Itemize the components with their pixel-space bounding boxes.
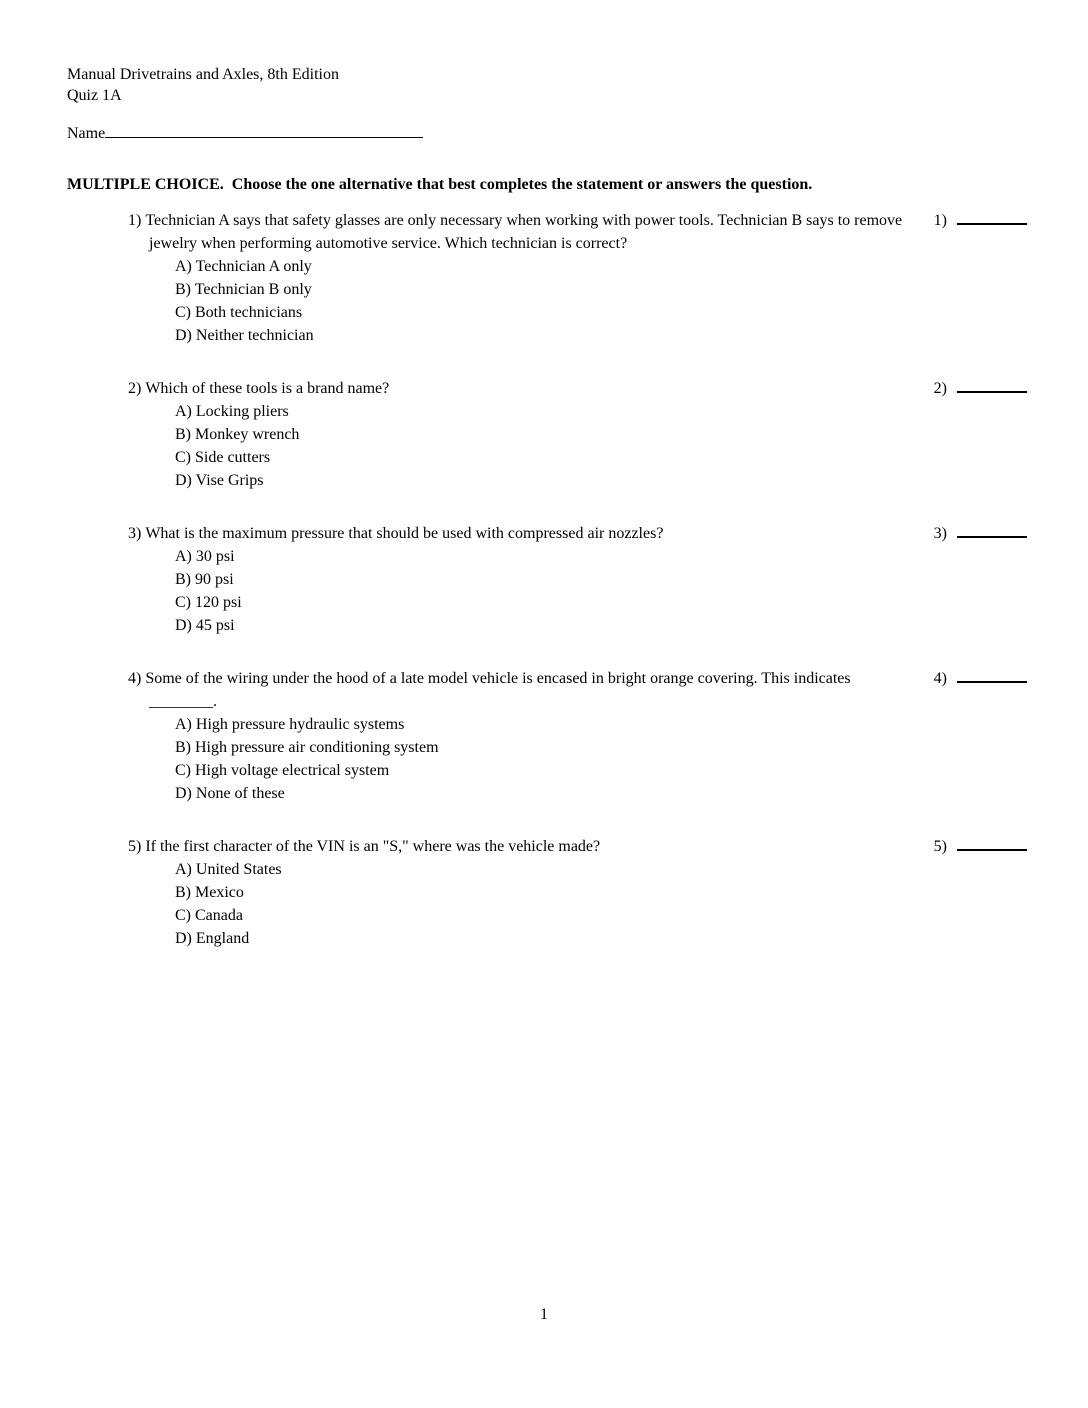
option-c: C) High voltage electrical system <box>175 762 390 779</box>
answer-number: 5) <box>933 838 947 855</box>
question-stem <box>128 377 906 400</box>
option-a: A) 30 psi <box>175 548 235 565</box>
option-d: D) Vise Grips <box>175 472 264 489</box>
question-stem <box>128 835 906 858</box>
option-d: D) 45 psi <box>175 617 235 634</box>
answer-slot <box>934 522 1027 545</box>
question-body <box>128 522 906 637</box>
option-b: B) Mexico <box>175 884 244 901</box>
question-2 <box>67 377 1027 492</box>
option-a: A) Locking pliers <box>175 403 289 420</box>
answer-slot <box>934 667 1027 690</box>
option-c: C) Canada <box>175 907 243 924</box>
question-text: What is the maximum pressure that should be used with compressed air nozzles? <box>145 525 664 542</box>
name-blank-line <box>105 122 423 138</box>
page-content <box>67 64 1027 980</box>
name-row <box>67 122 1027 144</box>
question-number: 3) <box>128 525 142 542</box>
option-d: D) Neither technician <box>175 327 314 344</box>
question-number: 4) <box>128 670 142 687</box>
options-list <box>128 255 906 347</box>
option-c: C) 120 psi <box>175 594 242 611</box>
question-body <box>128 667 906 805</box>
question-stem <box>128 667 906 713</box>
question-1 <box>67 209 1027 347</box>
option-a: A) Technician A only <box>175 258 312 275</box>
question-stem <box>128 209 906 255</box>
option-c: C) Both technicians <box>175 304 303 321</box>
options-list <box>128 400 906 492</box>
answer-number: 4) <box>933 670 947 687</box>
answer-blank-line <box>957 378 1027 393</box>
options-list <box>128 713 906 805</box>
option-b: B) 90 psi <box>175 571 234 588</box>
answer-slot <box>934 377 1027 400</box>
document-title: Manual Drivetrains and Axles, 8th Edition <box>67 66 339 83</box>
answer-slot <box>934 209 1027 232</box>
question-4 <box>67 667 1027 805</box>
section-heading: MULTIPLE CHOICE. Choose the one alternative that best completes the statement or answers the question. <box>67 176 813 193</box>
option-b: B) High pressure air conditioning system <box>175 739 439 756</box>
question-text: Which of these tools is a brand name? <box>145 380 390 397</box>
options-list <box>128 545 906 637</box>
option-a: A) United States <box>175 861 282 878</box>
option-a: A) High pressure hydraulic systems <box>175 716 405 733</box>
name-label: Name <box>67 125 106 142</box>
question-text: Some of the wiring under the hood of a late model vehicle is encased in bright orange covering. This indicates ________. <box>145 670 851 710</box>
answer-blank-line <box>957 668 1027 683</box>
question-number: 2) <box>128 380 142 397</box>
answer-number: 2) <box>933 380 947 397</box>
question-text: Technician A says that safety glasses are only necessary when working with power tools. Technician B says to remove jewelry when performing automotive service. Which technician is correct? <box>145 212 903 252</box>
question-body <box>128 835 906 950</box>
quiz-label: Quiz 1A <box>67 87 122 104</box>
question-number: 1) <box>128 212 142 229</box>
question-3 <box>67 522 1027 637</box>
questions-list <box>67 209 1027 950</box>
option-b: B) Technician B only <box>175 281 312 298</box>
question-stem <box>128 522 906 545</box>
option-d: D) None of these <box>175 785 285 802</box>
question-number: 5) <box>128 838 142 855</box>
answer-slot <box>934 835 1027 858</box>
question-5 <box>67 835 1027 950</box>
option-b: B) Monkey wrench <box>175 426 300 443</box>
options-list <box>128 858 906 950</box>
answer-number: 1) <box>933 212 947 229</box>
question-text: If the first character of the VIN is an "S," where was the vehicle made? <box>145 838 601 855</box>
question-body <box>128 209 906 347</box>
answer-blank-line <box>957 210 1027 225</box>
answer-number: 3) <box>933 525 947 542</box>
question-body <box>128 377 906 492</box>
answer-blank-line <box>957 836 1027 851</box>
answer-blank-line <box>957 523 1027 538</box>
option-d: D) England <box>175 930 250 947</box>
option-c: C) Side cutters <box>175 449 271 466</box>
page-number: 1 <box>540 1306 548 1323</box>
